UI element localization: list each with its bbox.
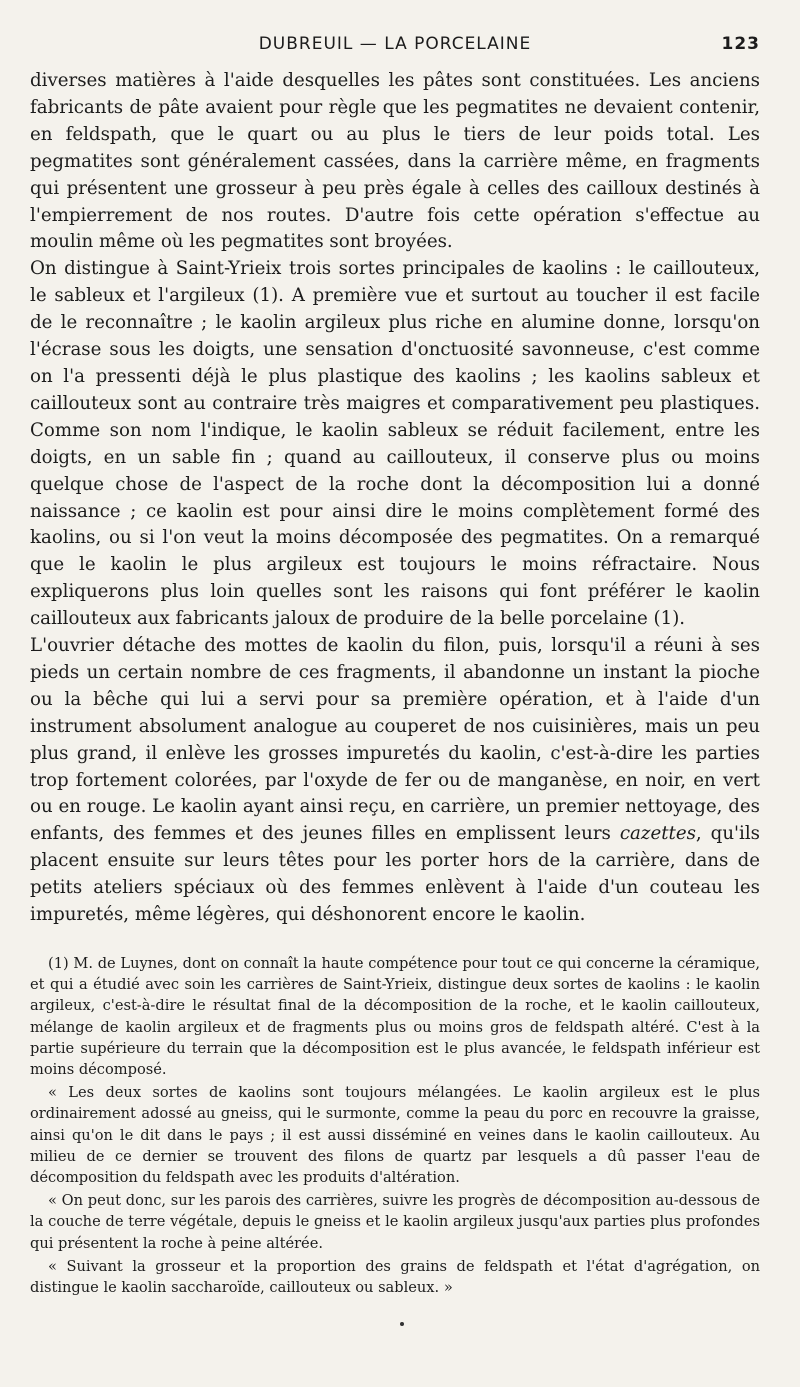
running-title: DUBREUIL — LA PORCELAINE <box>258 34 532 54</box>
body-text <box>30 68 760 929</box>
page-number: 123 <box>721 34 760 54</box>
paragraph-2: On distingue à Saint-Yrieix trois sortes principales de kaolins : le caillouteux, le sableux et l'argileux (1). A première vue et surtout au toucher il est facile de le reconnaître ; le kaolin argileux plus riche en alumine donne, lorsqu'on l'écrase sous les doigts, une sensation d'onctuosité savonneuse, c'est comme on l'a pressenti déjà le plus plastique des kaolins ; les kaolins sableux et caillouteux sont au contraire très maigres et comparativement peu plastiques. Comme son nom l'indique, le kaolin sableux se réduit facilement, entre les doigts, en un sable fin ; quand au caillouteux, il conserve plus ou moins quelque chose de l'aspect de la roche dont la décomposition lui a donné naissance ; ce kaolin est pour ainsi dire le moins complètement formé des kaolins, ou si l'on veut la moins décomposée des pegmatites. On a remarqué que le kaolin le plus argileux est toujours le moins réfractaire. Nous expliquerons plus loin quelles sont les raisons qui font préférer le kaolin caillouteux aux fabricants jaloux de produire de la belle porcelaine (1). <box>30 258 760 630</box>
paragraph-1: diverses matières à l'aide desquelles les pâtes sont constituées. Les anciens fabricants de pâte avaient pour règle que les pegmatites ne devaient contenir, en feldspath, que le quart ou au plus le tiers de leur poids total. Les pegmatites sont généralement cassées, dans la carrière même, en fragments qui présentent une grosseur à peu près égale à celles des cailloux destinés à l'empierrement de nos routes. D'autre fois cette opération s'effectue au moulin même où les pegmatites sont broyées. <box>30 70 760 253</box>
footnote-quote-3: « Suivant la grosseur et la proportion des grains de feldspath et l'état d'agrégation, on distingue le kaolin saccharoïde, caillouteux ou sableux. » <box>30 1257 760 1297</box>
running-head <box>30 34 760 68</box>
paragraph-3-text-b: , qu'ils placent ensuite sur leurs têtes pour les porter hors de la carrière, dans de petits ateliers spéciaux où des femmes enlèvent à l'aide d'un couteau les impuretés, même légères, qui déshonorent encore le kaolin. <box>30 823 760 926</box>
paragraph-3-text-a: L'ouvrier détache des mottes de kaolin du filon, puis, lorsqu'il a réuni à ses pieds un certain nombre de ces fragments, il abandonne un instant la pioche ou la bêche qui lui a servi pour sa première opération, et à l'aide d'un instrument absolument analogue au couperet de nos cuisinières, mais un peu plus grand, il enlève les grosses impuretés du kaolin, c'est-à-dire les parties trop fortement colorées, par l'oxyde de fer ou de manganèse, en noir, en vert ou en rouge. Le kaolin ayant ainsi reçu, en carrière, un premier nettoyage, des enfants, des femmes et des jeunes filles en emplissent leurs <box>30 635 760 845</box>
footnote-quote-1: « Les deux sortes de kaolins sont toujours mélangées. Le kaolin argileux est le plus ordinairement adossé au gneiss, qui le surmonte, comme la peau du porc en recouvre la graisse, ainsi qu'on le dit dans le pays ; il est aussi disséminé en veines dans le kaolin caillouteux. Au milieu de ce dernier se trouvent des filons de quartz par lesquels a dû passer l'eau de décomposition du feldspath avec les produits d'altération. <box>30 1084 760 1187</box>
footnote-quote-2: « On peut donc, sur les parois des carrières, suivre les progrès de décomposition au-dessous de la couche de terre végétale, depuis le gneiss et le kaolin argileux jusqu'aux parties plus profondes qui présentent la roche à peine altérée. <box>30 1192 760 1252</box>
italic-term: cazettes <box>619 823 696 845</box>
footnote-1: (1) M. de Luynes, dont on connaît la haute compétence pour tout ce qui concerne la céramique, et qui a étudié avec soin les carrières de Saint-Yrieix, distingue deux sortes de kaolins : le kaolin argileux, c'est-à-dire le résultat final de la décomposition de la roche, et le kaolin caillouteux, mélange de kaolin argileux et de fragments plus ou moins gros de feldspath altéré. C'est à la partie supérieure du terrain que la décomposition est le plus avancée, le feldspath inférieur est moins décomposé. <box>30 955 760 1079</box>
footnotes <box>30 953 760 1298</box>
page <box>30 34 760 1300</box>
paragraph-3 <box>30 633 760 929</box>
print-speck <box>400 1322 404 1326</box>
